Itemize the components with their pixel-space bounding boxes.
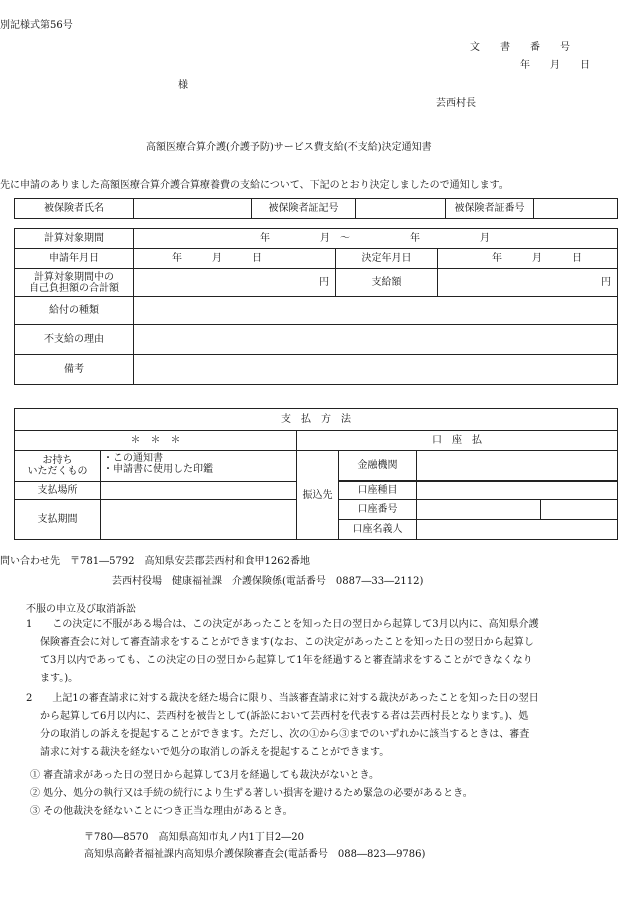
intro-text: 先に申請のありました高額医療合算介護合算療養費の支給について、下記のとおり決定しましたので通知します。 — [0, 180, 509, 191]
document-number-label: 文 書 番 号 — [470, 42, 570, 53]
appeal-p2-line3: 分の取消しの訴えを提起することができます。ただし、次の①から③までのいずれかに該当するときは、審査 — [40, 729, 530, 740]
appeal-p1-line3: て3月以内であっても、この決定の日の翌日から起算して1年を経過すると審査請求をすることができなくなり — [40, 655, 533, 666]
self-payment-label-line1: 計算対象期間中の — [34, 271, 114, 283]
payment-amount-yen: 円 — [438, 269, 618, 297]
bring-item-seal: ・申請書に使用した印鑑 — [103, 464, 213, 475]
items-to-bring-line1: お持ち — [42, 455, 73, 466]
exception-item-3: ③ その他裁決を経ないことにつき正当な理由があるとき。 — [30, 806, 293, 817]
payment-amount-label: 支給額 — [336, 269, 438, 297]
decision-date-value: 年 月 日 — [438, 249, 618, 269]
application-date-label: 申請年月日 — [15, 249, 134, 269]
bank-label: 金融機関 — [339, 451, 417, 481]
payment-method-table — [14, 408, 618, 540]
review-board-office: 高知県高齢者福祉課内高知県介護保険審査会(電話番号 088―823―9786) — [84, 849, 426, 860]
insured-cert-label: 被保険者証記号 — [252, 199, 356, 219]
issuer-name: 芸西村長 — [436, 98, 476, 109]
payment-place-label: 支払場所 — [15, 482, 101, 500]
account-holder-label: 口座名義人 — [339, 520, 417, 540]
appeal-p1-line2: 保険審査会に対して審査請求をすることができます(なお、この決定があったことを知った日の翌日から起算し — [40, 637, 534, 648]
self-payment-label-line2: 自己負担額の合計額 — [29, 282, 119, 294]
benefit-type-label: 給付の種類 — [15, 297, 134, 325]
exception-item-1: ① 審査請求があった日の翌日から起算して3月を経過しても裁決がないとき。 — [30, 770, 380, 781]
appeal-p1-line1: 1 この決定に不服がある場合は、この決定があったことを知った日の翌日から起算して3月以内に、高知県介護 — [26, 619, 539, 630]
account-number-label: 口座番号 — [339, 500, 417, 520]
stars-header: ＊ ＊ ＊ — [15, 431, 297, 451]
account-transfer-header: 口 座 払 — [297, 431, 618, 451]
addressee-suffix: 様 — [178, 80, 188, 91]
benefit-type-field — [134, 297, 618, 325]
insured-name-label: 被保険者氏名 — [15, 199, 134, 219]
items-to-bring-label — [15, 451, 101, 482]
self-payment-total-label — [15, 269, 134, 297]
insured-cert-number-field — [534, 199, 618, 219]
contact-office: 芸西村役場 健康福祉課 介護保険係(電話番号 0887―33―2112) — [112, 576, 424, 587]
account-holder-field — [417, 520, 618, 540]
period-value: 年 月 〜 年 月 — [134, 229, 618, 249]
appeal-p2-line4: 請求に対する裁決を経ないで処分の取消しの訴えを提起することができます。 — [40, 747, 390, 758]
payment-method-header: 支 払 方 法 — [15, 409, 618, 431]
insured-info-table — [14, 198, 618, 219]
contact-address: 問い合わせ先 〒781―5792 高知県安芸郡芸西村和食甲1262番地 — [0, 556, 310, 567]
exception-item-2: ② 処分、処分の執行又は手続の続行により生ずる著しい損害を避けるため緊急の必要があるとき。 — [30, 788, 473, 799]
items-to-bring-list — [101, 451, 297, 482]
review-board-address: 〒780―8570 高知県高知市丸ノ内1丁目2―20 — [84, 832, 304, 843]
appeal-p1-line4: ます。)。 — [40, 673, 79, 684]
remarks-field — [134, 355, 618, 385]
account-number-field-2 — [541, 500, 618, 520]
account-type-label: 口座種目 — [339, 482, 417, 500]
rejection-reason-label: 不支給の理由 — [15, 325, 134, 355]
account-type-field — [417, 482, 618, 500]
rejection-reason-field — [134, 325, 618, 355]
document-title: 高額医療合算介護(介護予防)サービス費支給(不支給)決定通知書 — [146, 142, 432, 153]
insured-cert-field — [356, 199, 446, 219]
decision-date-label: 決定年月日 — [336, 249, 438, 269]
payment-period-label: 支払期間 — [15, 500, 101, 540]
self-payment-yen: 円 — [134, 269, 336, 297]
appeal-heading: 不服の申立及び取消訴訟 — [26, 604, 136, 615]
calculation-table — [14, 228, 618, 385]
insured-cert-number-label: 被保険者証番号 — [446, 199, 534, 219]
transfer-destination-label: 振込先 — [297, 451, 339, 540]
payment-period-field — [101, 500, 297, 540]
remarks-label: 備考 — [15, 355, 134, 385]
insured-name-field — [134, 199, 252, 219]
issue-date: 年 月 日 — [520, 60, 590, 71]
account-number-field-1 — [417, 500, 541, 520]
appeal-paragraph-1 — [26, 616, 616, 688]
bring-item-notice: ・この通知書 — [103, 453, 163, 464]
application-date-value: 年 月 日 — [134, 249, 336, 269]
appeal-paragraph-2 — [26, 690, 616, 762]
items-to-bring-line2: いただくもの — [27, 466, 88, 477]
bank-field — [417, 451, 618, 481]
form-number: 別記様式第56号 — [0, 20, 73, 31]
period-label: 計算対象期間 — [15, 229, 134, 249]
appeal-p2-line2: から起算して6月以内に、芸西村を被告として(訴訟において芸西村を代表する者は芸西村長となります。)、処 — [40, 711, 529, 722]
appeal-p2-line1: 2 上記1の審査請求に対する裁決を経た場合に限り、当該審査請求に対する裁決があったことを知った日の翌日 — [26, 693, 539, 704]
payment-place-field — [101, 482, 297, 500]
